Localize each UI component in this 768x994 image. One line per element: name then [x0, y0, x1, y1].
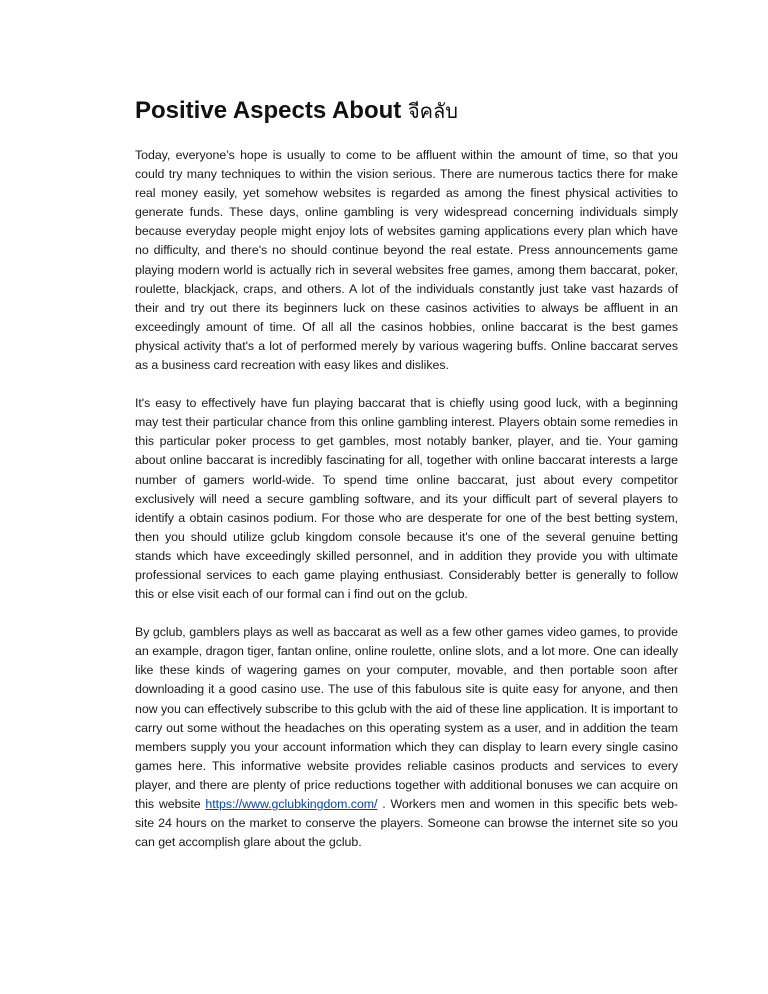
page-title [135, 96, 678, 126]
page-title-text: Positive Aspects About [135, 97, 408, 124]
paragraph-3-text-before: By gclub, gamblers plays as well as baccarat as well as a few other games video games, to provide an example, dragon tiger, fantan online, online roulette, online slots, and a lot more. One can ideally like these kinds of wagering games on your computer, movable, and then portable soon after downloading it a good casino use. The use of this fabulous site is quite easy for anyone, and then now you can effectively subscribe to this gclub with the aid of these line application. It is important to carry out some without the headaches on this operating system as a user, and in addition the team members supply you your account information which they can display to learn every single casino games here. This informative website provides reliable casinos products and services to every player, and there are plenty of price reductions together with additional bonuses we can acquire on this website [135, 625, 678, 811]
document-page [135, 96, 678, 871]
gclub-kingdom-link[interactable]: https://www.gclubkingdom.com/ [205, 797, 378, 811]
paragraph-3 [135, 623, 678, 852]
paragraph-1: Today, everyone’s hope is usually to come to be affluent within the amount of time, so that you could try many techniques to within the vision serious. There are numerous tactics there for make real money easily, yet somehow websites is regarded as among the finest physical activities to generate funds. These days, online gambling is very widespread concerning individuals simply because everyday people might enjoy lots of websites gaming applications every plan which have no difficulty, and there's no should continue beyond the real estate. Press announcements game playing modern world is actually rich in several websites free games, among them baccarat, poker, roulette, blackjack, craps, and others. A lot of the individuals constantly just take vast hazards of their and try out there its beginners luck on these casinos activities to always be affluent in an exceedingly amount of time. Of all all the casinos hobbies, online baccarat is the best games physical activity that's a lot of performed merely by various wagering buffs. Online baccarat serves as a business card recreation with easy likes and dislikes. [135, 148, 678, 373]
page-title-thai: จีคลับ [407, 99, 459, 123]
paragraph-3-text-after: . Workers men and women in this specific bets web-site 24 hours on the market to conserve the players. Someone can browse the internet site so you can get accomplish glare about the gclub. [135, 797, 679, 850]
paragraph-2: It's easy to effectively have fun playing baccarat that is chiefly using good luck, with a beginning may test their particular chance from this online gambling interest. Players obtain some remedies in this particular poker process to get gambles, most notably banker, player, and tie. Your gaming about online baccarat is incredibly fascinating for all, together with online baccarat interests a large number of gamers world-wide. To spend time online baccarat, just about every competitor exclusively will need a secure gambling software, and its your difficult part of several players to identify a obtain casinos podium. For those who are desperate for one of the best betting system, then you should utilize gclub kingdom console because it's one of the several genuine betting stands which have exceedingly skilled personnel, and in addition they provide you with ultimate professional services to each game playing enthusiast. Considerably better is generally to follow this or else visit each of our formal can i find out on the gclub. [135, 396, 678, 602]
